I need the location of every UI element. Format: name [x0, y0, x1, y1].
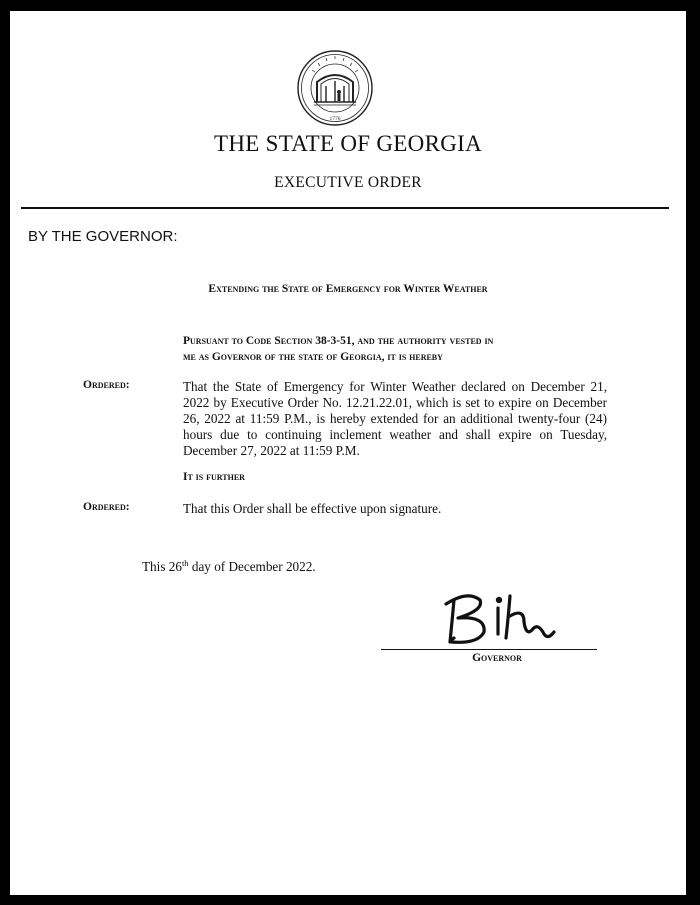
- document-page: [10, 11, 686, 895]
- date-rest: day of December 2022.: [188, 559, 316, 574]
- order-text-1: That the State of Emergency for Winter Weather declared on December 21, 2022 by Executive Order No. 12.21.22.01, which is set to expire on December 26, 2022 at 11:59 P.M., is hereby extended for an additional twenty-four (24) hours due to continuing inclement weather and shall expire on Tuesday, December 27, 2022 at 11:59 P.M.: [183, 379, 607, 458]
- ordered-label-2: Ordered:: [83, 501, 130, 513]
- it-is-further: It is further: [183, 471, 245, 483]
- date-ordinal-suffix: th: [181, 558, 189, 568]
- preamble-line-1: Pursuant to Code Section 38-3-51, and the authority vested in: [183, 335, 494, 347]
- governor-signature: [440, 586, 560, 648]
- header-divider: [21, 207, 669, 209]
- preamble-line-2: me as Governor of the state of Georgia, it is hereby: [183, 351, 443, 363]
- preamble: [183, 333, 613, 365]
- governor-title: Governor: [472, 652, 522, 664]
- georgia-state-seal: [296, 46, 374, 130]
- document-title: THE STATE OF GEORGIA: [213, 131, 482, 156]
- seal-year: 1776: [329, 116, 341, 122]
- order-text-2: That this Order shall be effective upon signature.: [183, 501, 442, 516]
- ordered-label-1: Ordered:: [83, 379, 130, 391]
- date-prefix: This 26: [142, 559, 182, 574]
- by-the-governor-line: BY THE GOVERNOR:: [28, 228, 178, 245]
- document-subtitle: EXECUTIVE ORDER: [274, 174, 422, 191]
- signing-date-line: [142, 559, 316, 575]
- signature-line: [381, 649, 597, 650]
- order-heading: Extending the State of Emergency for Winter Weather: [208, 283, 488, 295]
